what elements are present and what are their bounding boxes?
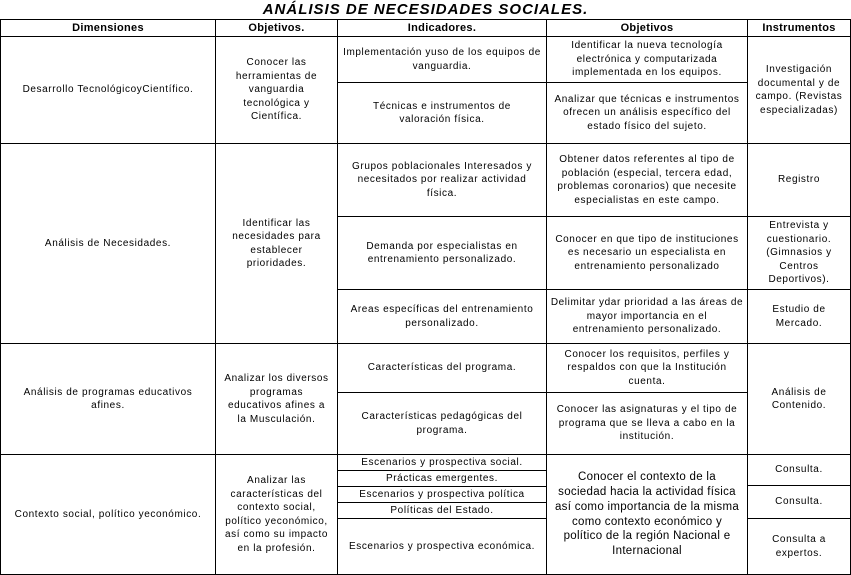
instrumento-cell: Estudio de Mercado. [747,289,851,344]
indicador-cell: Políticas del Estado. [337,502,547,519]
dimension-cell: Análisis de Necesidades. [0,143,216,344]
objetivo-detail-cell: Delimitar ydar prioridad a las áreas de mayor importancia en el entrenamiento personalizado. [546,289,748,344]
objetivo-detail-cell: Identificar la nueva tecnología electrónica y computarizada implementada en los equipos. [546,36,748,83]
objetivo-cell: Conocer las herramientas de vanguardia tecnológica y Científica. [215,36,338,144]
header-objetivos-right: Objetivos [546,19,748,37]
indicador-cell: Escenarios y prospectiva política [337,486,547,503]
indicador-cell: Areas específicas del entrenamiento personalizado. [337,289,547,344]
dimension-cell: Análisis de programas educativos afines. [0,343,216,455]
indicador-cell: Características pedagógicas del programa. [337,392,547,455]
page-title: ANÁLISIS DE NECESIDADES SOCIALES. [262,1,589,18]
header-indicadores: Indicadores. [337,19,547,37]
objetivo-detail-cell: Analizar que técnicas e instrumentos ofrecen un análisis específico del estado físico del sujeto. [546,82,748,144]
objetivo-cell: Identificar las necesidades para establecer prioridades. [215,143,338,344]
instrumento-cell: Consulta. [747,485,851,519]
dimension-cell: Contexto social, político yeconómico. [0,454,216,575]
dimension-cell: Desarrollo TecnológicoyCientífico. [0,36,216,144]
indicador-cell: Demanda por especialistas en entrenamiento personalizado. [337,216,547,290]
objetivo-detail-cell: Conocer el contexto de la sociedad hacia la actividad física así como importancia de la misma como contexto económico y político de la región Nacional e Internacional [546,454,748,575]
objetivo-detail-cell: Conocer las asignaturas y el tipo de programa que se lleva a cabo en la institución. [546,392,748,455]
indicador-cell: Escenarios y prospectiva social. [337,454,547,471]
instrumento-cell: Consulta a expertos. [747,518,851,575]
instrumento-cell: Análisis de Contenido. [747,343,851,455]
header-dimensiones: Dimensiones [0,19,216,37]
objetivo-detail-cell: Conocer en que tipo de instituciones es necesario un especialista en entrenamiento personalizado [546,216,748,290]
indicador-cell: Técnicas e instrumentos de valoración física. [337,82,547,144]
indicador-cell: Escenarios y prospectiva económica. [337,518,547,575]
objetivo-detail-cell: Obtener datos referentes al tipo de población (especial, tercera edad, problemas coronarios) que necesite especialistas en este campo. [546,143,748,217]
header-instrumentos: Instrumentos [747,19,851,37]
instrumento-cell: Consulta. [747,454,851,486]
indicador-cell: Prácticas emergentes. [337,470,547,487]
indicador-cell: Características del programa. [337,343,547,393]
objetivo-detail-cell: Conocer los requisitos, perfiles y respaldos con que la Institución cuenta. [546,343,748,393]
indicador-cell: Grupos poblacionales Interesados y necesitados por realizar actividad física. [337,143,547,217]
header-objetivos-left: Objetivos. [215,19,338,37]
indicador-cell: Implementación yuso de los equipos de vanguardia. [337,36,547,83]
instrumento-cell: Registro [747,143,851,217]
objetivo-cell: Analizar los diversos programas educativos afines a la Musculación. [215,343,338,455]
instrumento-cell: Entrevista y cuestionario. (Gimnasios y Centros Deportivos). [747,216,851,290]
objetivo-cell: Analizar las características del contexto social, político yeconómico, así como su impacto en la profesión. [215,454,338,575]
instrumento-cell: Investigación documental y de campo. (Revistas especializadas) [747,36,851,144]
